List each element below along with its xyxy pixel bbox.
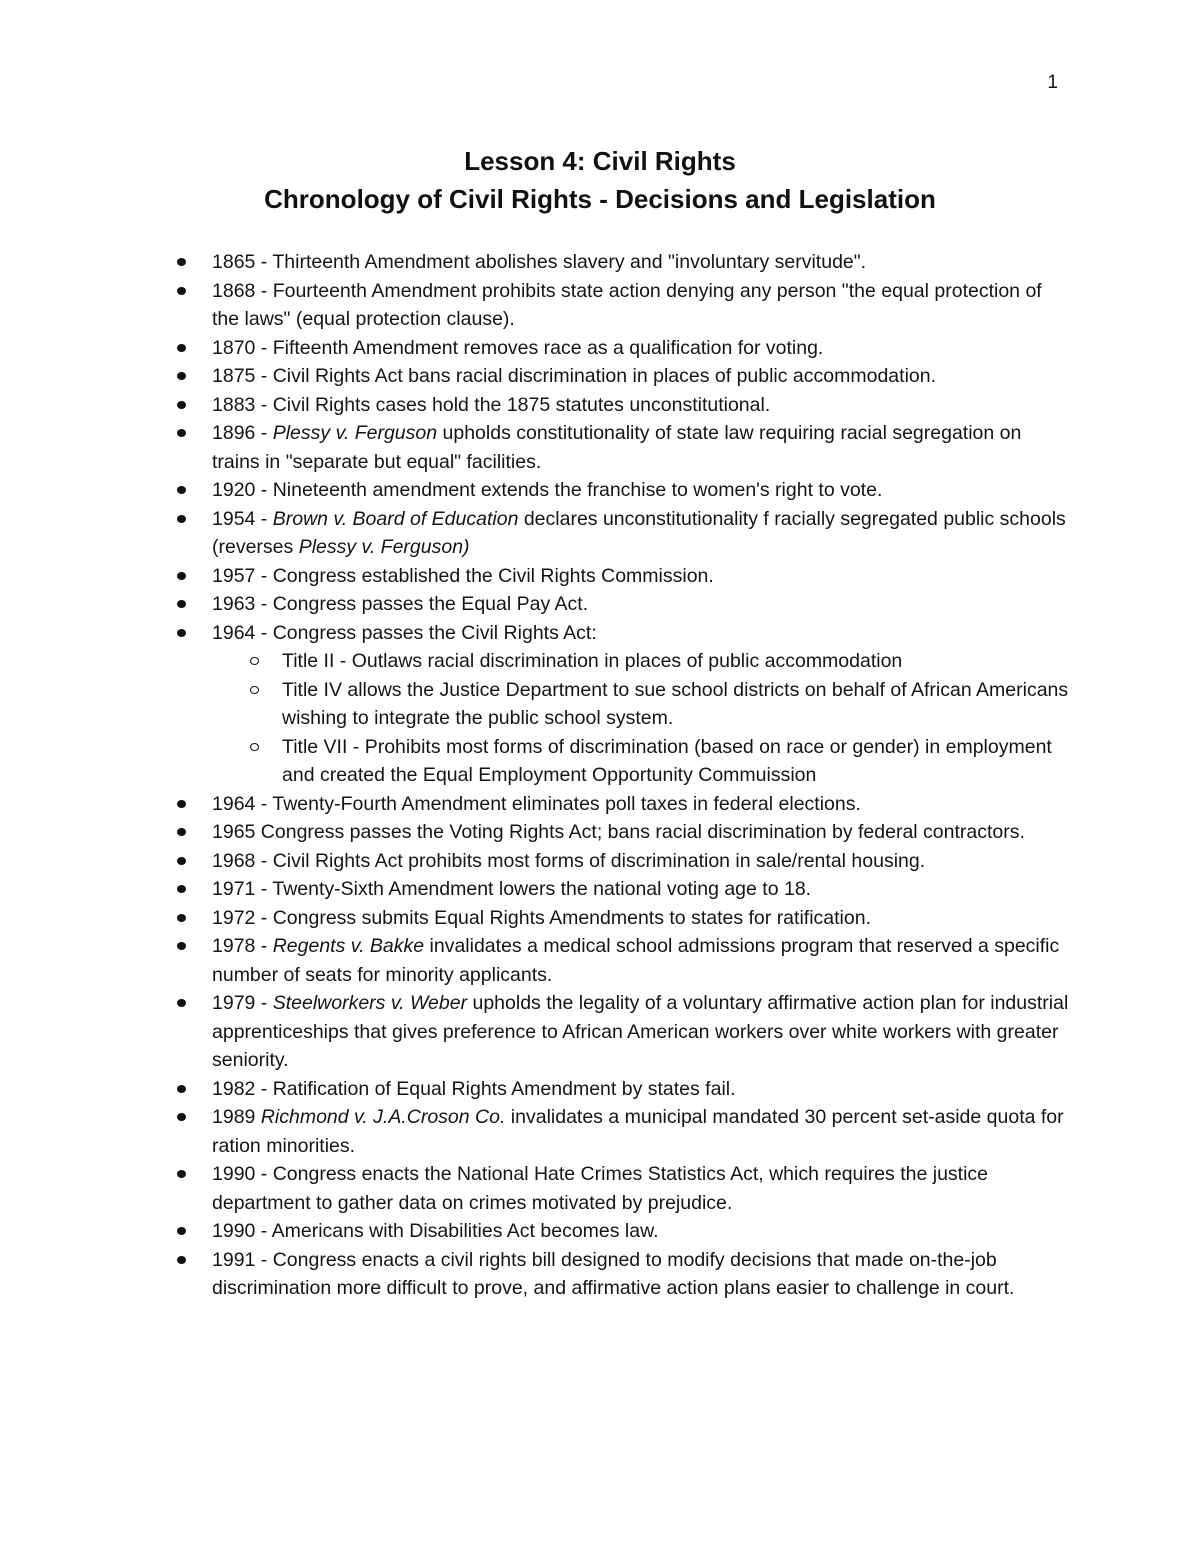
item-text: 1865 - Thirteenth Amendment abolishes slavery and "involuntary servitude".	[212, 251, 867, 273]
sub-item-text: Title VII - Prohibits most forms of discrimination (based on race or gender) in employment and created the Equal Employment Opportunity Commuission	[282, 735, 1052, 786]
page-subtitle: Chronology of Civil Rights - Decisions and Legislation	[264, 184, 936, 214]
bullet-icon	[177, 600, 186, 608]
bullet-icon	[177, 515, 186, 523]
bullet-icon	[177, 885, 186, 893]
bullet-icon	[177, 828, 186, 836]
item-text: 1982 - Ratification of Equal Rights Amendment by states fail.	[212, 1077, 736, 1100]
item-text: 1990 - Americans with Disabilities Act becomes law.	[212, 1220, 659, 1242]
circle-bullet-icon	[250, 686, 259, 694]
sub-list	[212, 647, 1072, 790]
item-text: declares unconstitutionality f racially segregated public schools (reverses	[212, 507, 1066, 558]
bullet-icon	[177, 629, 186, 637]
item-text: 1979 -	[212, 992, 273, 1014]
item-text: 1971 - Twenty-Sixth Amendment lowers the national voting age to 18.	[212, 878, 812, 900]
item-text: 1964 - Twenty-Fourth Amendment eliminates poll taxes in federal elections.	[212, 792, 861, 815]
item-text: 1972 - Congress submits Equal Rights Amendments to states for ratification.	[212, 906, 871, 929]
item-text: 1978 -	[212, 935, 273, 957]
list-item	[212, 904, 1072, 933]
list-item	[212, 790, 1072, 819]
title-block	[0, 142, 1200, 218]
page-title: Lesson 4: Civil Rights	[464, 146, 736, 176]
list-item	[212, 875, 1072, 904]
sub-item-text: Title II - Outlaws racial discrimination in places of public accommodation	[282, 650, 903, 672]
bullet-icon	[177, 258, 186, 266]
bullet-icon	[177, 344, 186, 352]
item-text: upholds the legality of a voluntary affirmative action plan for industrial apprenticeships that gives preference to African American workers over white workers with greater seniority.	[212, 992, 1069, 1071]
list-item	[212, 932, 1072, 989]
bullet-icon	[177, 1085, 186, 1093]
item-text: 1990 - Congress enacts the National Hate Crimes Statistics Act, which requires the justice department to gather data on crimes motivated by prejudice.	[212, 1163, 989, 1214]
item-text: 1957 - Congress established the Civil Rights Commission.	[212, 564, 714, 587]
case-name: Plessy v. Ferguson)	[298, 536, 470, 558]
item-text: invalidates a medical school admissions program that reserved a specific number of seats for minority applicants.	[212, 935, 1060, 986]
list-item	[212, 505, 1072, 562]
list-item	[212, 1075, 1072, 1104]
item-text: 1989	[212, 1106, 261, 1128]
item-text: 1963 - Congress passes the Equal Pay Act.	[212, 593, 589, 615]
case-name: Brown v. Board of Education	[272, 507, 519, 530]
list-item	[212, 391, 1072, 420]
page-number: 1	[1047, 72, 1058, 93]
item-text: 1870 - Fifteenth Amendment removes race as a qualification for voting.	[212, 336, 824, 359]
list-item	[212, 818, 1072, 847]
list-item	[212, 419, 1072, 476]
list-item	[212, 248, 1072, 277]
list-item	[212, 619, 1072, 790]
list-item	[212, 277, 1072, 334]
item-text: upholds constitutionality of state law requiring racial segregation on trains in "separate but equal" facilities.	[212, 422, 1022, 473]
bullet-icon	[177, 914, 186, 922]
sub-list-item	[282, 647, 1072, 676]
bullet-icon	[177, 857, 186, 865]
item-text: 1968 - Civil Rights Act prohibits most forms of discrimination in sale/rental housing.	[212, 849, 926, 872]
bullet-icon	[177, 1256, 186, 1264]
sub-list-item	[282, 676, 1072, 733]
list-item	[212, 362, 1072, 391]
case-name: Richmond v. J.A.Croson Co.	[260, 1106, 506, 1128]
item-text: 1964 - Congress passes the Civil Rights Act:	[212, 621, 597, 644]
item-text: invalidates a municipal mandated 30 percent set-aside quota for ration minorities.	[212, 1106, 1064, 1157]
bullet-icon	[177, 287, 186, 295]
item-text: 1875 - Civil Rights Act bans racial discrimination in places of public accommodation.	[212, 365, 937, 387]
bullet-icon	[177, 800, 186, 808]
item-text: 1883 - Civil Rights cases hold the 1875 statutes unconstitutional.	[212, 393, 771, 416]
item-text: 1896 -	[212, 422, 273, 444]
list-item	[212, 847, 1072, 876]
case-name: Steelworkers v. Weber	[272, 992, 468, 1014]
bullet-icon	[177, 1170, 186, 1178]
list-item	[212, 1217, 1072, 1246]
list-item	[212, 590, 1072, 619]
bullet-icon	[177, 429, 186, 437]
bullet-icon	[177, 1227, 186, 1235]
sub-list-item	[282, 733, 1072, 790]
bullet-icon	[177, 942, 186, 950]
list-item	[212, 476, 1072, 505]
item-text: 1868 - Fourteenth Amendment prohibits state action denying any person "the equal protection of the laws" (equal protection clause).	[212, 279, 1042, 330]
circle-bullet-icon	[250, 657, 259, 665]
bullet-icon	[177, 486, 186, 494]
bullet-icon	[177, 572, 186, 580]
chronology-list	[212, 248, 1072, 1303]
list-item	[212, 1246, 1072, 1303]
item-text: 1954 -	[212, 507, 273, 530]
circle-bullet-icon	[250, 743, 259, 751]
bullet-icon	[177, 401, 186, 409]
sub-item-text: Title IV allows the Justice Department to sue school districts on behalf of African Americans wishing to integrate the public school system.	[282, 678, 1069, 729]
item-text: 1991 - Congress enacts a civil rights bill designed to modify decisions that made on-the-job discrimination more difficult to prove, and affirmative action plans easier to challenge in court.	[212, 1248, 1015, 1299]
bullet-icon	[177, 999, 186, 1007]
list-item	[212, 334, 1072, 363]
item-text: 1965 Congress passes the Voting Rights Act; bans racial discrimination by federal contractors.	[212, 821, 1025, 843]
list-item	[212, 562, 1072, 591]
case-name: Plessy v. Ferguson	[272, 422, 438, 444]
case-name: Regents v. Bakke	[272, 935, 425, 957]
bullet-icon	[177, 372, 186, 380]
list-item	[212, 1160, 1072, 1217]
item-text: 1920 - Nineteenth amendment extends the franchise to women's right to vote.	[212, 479, 883, 501]
bullet-icon	[177, 1113, 186, 1121]
list-item	[212, 989, 1072, 1075]
list-item	[212, 1103, 1072, 1160]
